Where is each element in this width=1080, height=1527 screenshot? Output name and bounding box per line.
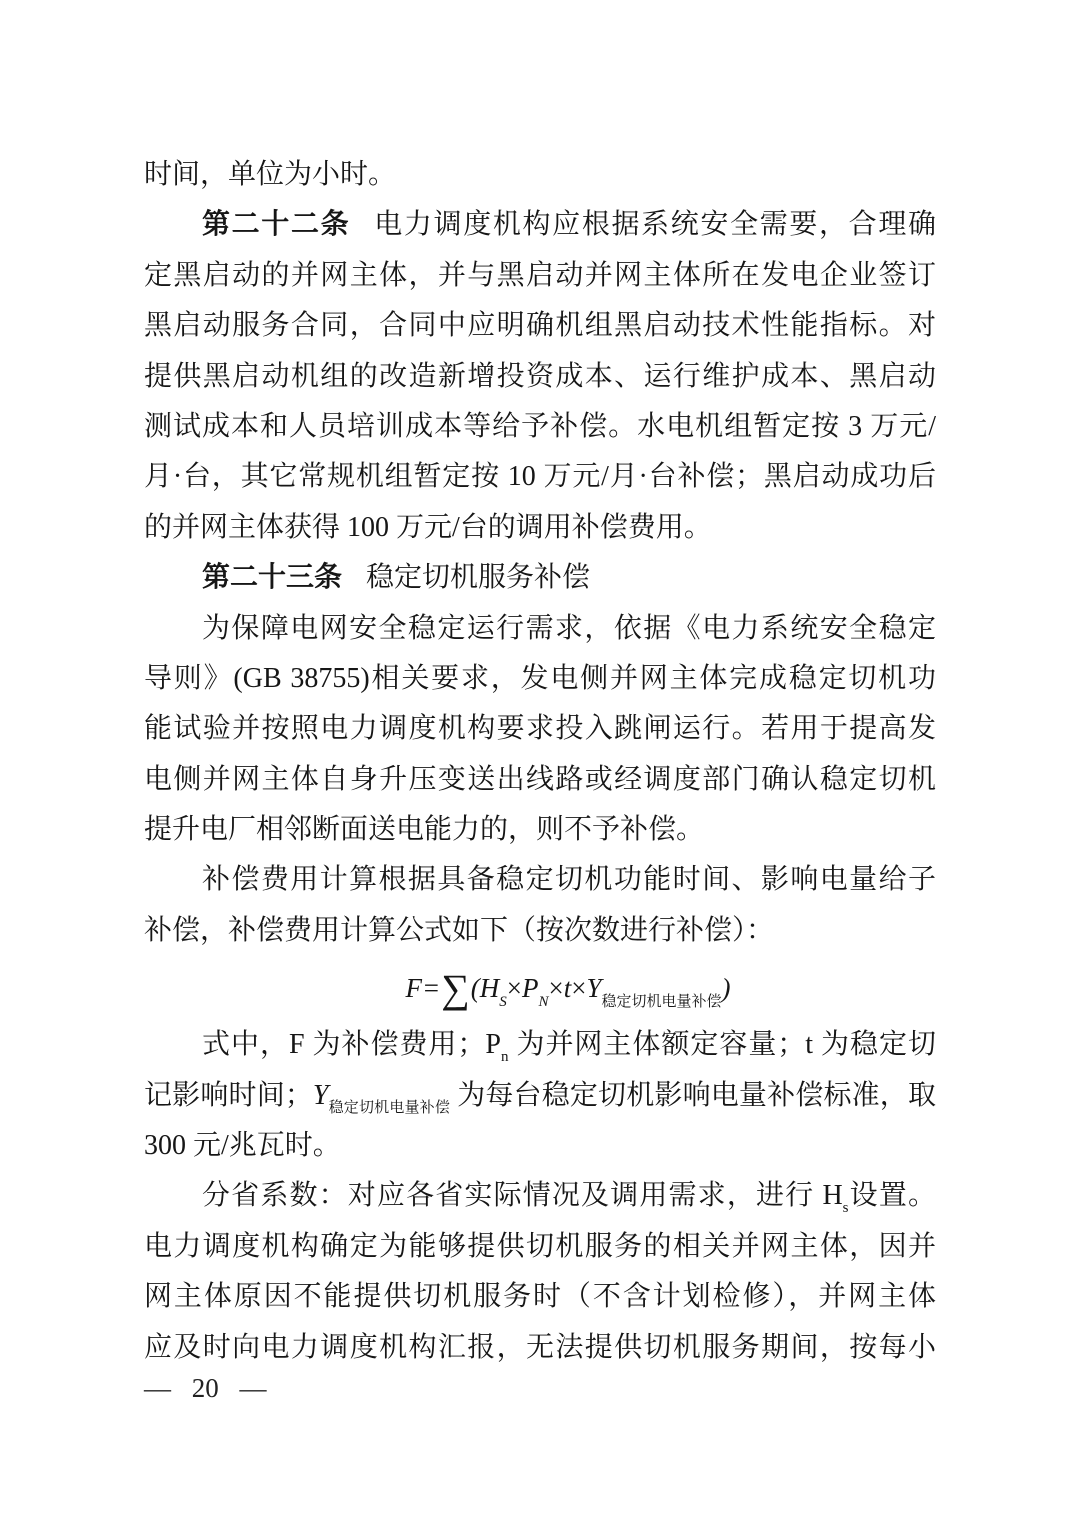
text-segment: 时间，单位为小时。 <box>144 159 397 190</box>
text-line <box>144 604 936 654</box>
text-segment: Y <box>312 1079 329 1111</box>
text-line <box>144 1323 936 1373</box>
text-segment: F= <box>405 973 441 1004</box>
text-line <box>144 805 936 855</box>
text-line <box>144 150 936 200</box>
text-line <box>144 1121 936 1171</box>
text-line <box>144 704 936 754</box>
text-segment: 的并网主体获得 100 万元/台的调用补偿费用。 <box>144 511 712 543</box>
summation-symbol: ∑ <box>441 966 470 1012</box>
text-segment: 月·台，其它常规机组暂定按 10 万元/月·台补偿；黑启动成功后 <box>144 461 936 493</box>
text-segment: 为每台稳定切机影响电量补偿标准，取 <box>450 1079 936 1111</box>
subscript-text: 稳定切机电量补偿 <box>328 1099 451 1116</box>
text-line <box>144 906 936 956</box>
text-line <box>144 1071 936 1121</box>
text-line <box>144 402 936 452</box>
text-segment: 式中，F 为补偿费用；P <box>202 1029 501 1061</box>
text-line <box>144 1020 936 1070</box>
text-segment: 能试验并按照电力调度机构要求投入跳闸运行。若用于提高发 <box>144 713 936 745</box>
subscript-text: s <box>842 1200 849 1217</box>
text-line <box>144 452 936 502</box>
text-segment: 导则》(GB 38755)相关要求，发电侧并网主体完成稳定切机功 <box>144 662 936 694</box>
text-segment: t <box>563 973 572 1004</box>
text-line <box>144 251 936 301</box>
text-segment: 电力调度机构应根据系统安全需要，合理确 <box>374 209 936 241</box>
text-segment: × <box>506 973 522 1004</box>
text-line <box>144 755 936 805</box>
text-segment: H <box>479 973 500 1004</box>
text-segment: × <box>571 973 587 1004</box>
document-body <box>144 150 936 1373</box>
text-segment: 黑启动服务合同，合同中应明确机组黑启动技术性能指标。对 <box>144 310 936 342</box>
page-number: 20 <box>191 1373 219 1403</box>
text-segment: 网主体原因不能提供切机服务时（不含计划检修），并网主体 <box>144 1281 936 1313</box>
text-segment: 电侧并网主体自身升压变送出线路或经调度部门确认稳定切机 <box>144 763 936 795</box>
text-line <box>144 352 936 402</box>
text-line <box>144 301 936 351</box>
article-23-heading: 第二十三条 <box>202 562 343 594</box>
text-segment: Y <box>586 973 602 1004</box>
text-line <box>144 1272 936 1322</box>
text-line <box>144 1222 936 1272</box>
subscript-text: 稳定切机电量补偿 <box>601 994 722 1011</box>
footer-dash-left: — <box>144 1373 171 1403</box>
text-segment: 300 元/兆瓦时。 <box>144 1130 341 1162</box>
text-segment: 补偿，补偿费用计算公式如下（按次数进行补偿）： <box>144 914 775 946</box>
text-segment: 提供黑启动机组的改造新增投资成本、运行维护成本、黑启动 <box>144 360 936 392</box>
text-segment: 提升电厂相邻断面送电能力的，则不予补偿。 <box>144 814 705 846</box>
text-line <box>144 855 936 905</box>
text-line <box>144 654 936 704</box>
article-22-heading: 第二十二条 <box>202 209 351 241</box>
text-segment: 设置。 <box>848 1180 936 1212</box>
subscript-text: N <box>538 994 549 1011</box>
text-segment: ( <box>470 973 480 1004</box>
text-segment: 应及时向电力调度机构汇报，无法提供切机服务期间，按每小 <box>144 1331 936 1363</box>
text-segment: 补偿费用计算根据具备稳定切机功能时间、影响电量给子 <box>202 864 936 896</box>
text-segment: 为保障电网安全稳定运行需求，依据《电力系统安全稳定 <box>202 612 936 644</box>
text-segment: 记影响时间； <box>144 1079 313 1111</box>
footer-dash-right: — <box>239 1373 267 1403</box>
text-segment: ) <box>721 973 731 1004</box>
text-segment: 分省系数：对应各省实际情况及调用需求，进行 H <box>202 1180 843 1212</box>
text-segment: 稳定切机服务补偿 <box>366 562 591 594</box>
text-line <box>144 1171 936 1221</box>
text-line <box>144 200 936 250</box>
text-segment: 定黑启动的并网主体，并与黑启动并网主体所在发电企业签订 <box>144 259 936 291</box>
formula-line <box>144 956 936 1020</box>
text-line <box>144 503 936 553</box>
text-segment: 为并网主体额定容量；t 为稳定切 <box>508 1029 936 1061</box>
text-segment: × <box>548 973 564 1004</box>
text-segment: P <box>521 973 539 1004</box>
page-footer <box>144 1372 267 1404</box>
text-segment: 测试成本和人员培训成本等给予补偿。水电机组暂定按 3 万元/ <box>144 410 936 442</box>
subscript-text: S <box>499 994 507 1011</box>
text-segment: 电力调度机构确定为能够提供切机服务的相关并网主体，因并 <box>144 1230 936 1262</box>
text-line <box>144 553 936 603</box>
subscript-text: n <box>500 1049 509 1066</box>
